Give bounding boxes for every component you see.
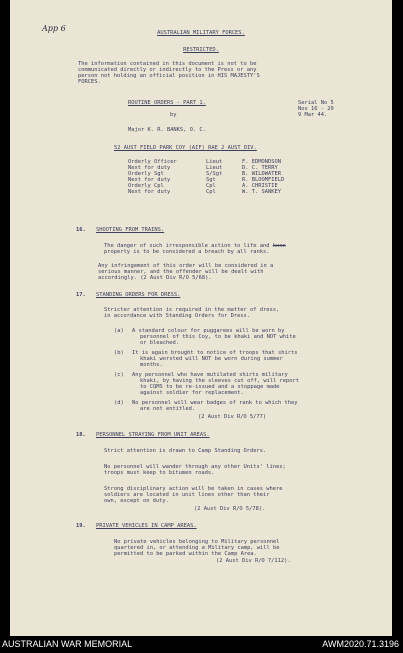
- roster-rank: Sgt: [206, 177, 216, 183]
- section-number: 16.: [76, 227, 86, 233]
- by-label: by: [170, 112, 177, 118]
- roster-name: R. BLOOMFIELD: [242, 177, 285, 183]
- roster-role: Next for duty: [128, 165, 171, 171]
- section-heading: PRIVATE VEHICLES IN CAMP AREAS.: [96, 523, 197, 529]
- roster-role: Orderly Officer: [128, 159, 177, 165]
- unit-name: 52 AUST FIELD PARK COY (AIF) RAE 2 AUST DIV.: [114, 145, 257, 151]
- roster-role: Orderly Sgt: [128, 171, 164, 177]
- item-text: Any personnel who have mutilated shirts military: [132, 372, 288, 378]
- section-text: The danger of such irresponsible action to life and kxxx: [104, 243, 286, 249]
- roster-rank: Cpl: [206, 189, 216, 195]
- notice-line: communicated directly or indirectly to the Press or any: [78, 67, 257, 73]
- reference: (2 Aust Div R/O 5/77): [198, 414, 267, 420]
- roster-rank: Cpl: [206, 183, 216, 189]
- roster-name: W. T. SANKEY: [242, 189, 281, 195]
- restricted-label: RESTRICTED.: [183, 47, 219, 53]
- item-label: (d): [114, 400, 124, 406]
- section-text: quartered in, or attending a Military camp, will be: [114, 545, 280, 551]
- section-heading: SHOOTING FROM TRAINS.: [96, 227, 165, 233]
- serial-number: Serial No 5: [298, 100, 334, 106]
- roster-name: F. EDMONDSON: [242, 159, 281, 165]
- serial-nos: Nos 16 - 20: [298, 106, 334, 112]
- section-number: 18.: [76, 432, 86, 438]
- item-text: khaki, by having the sleeves cut off, will report: [140, 378, 300, 384]
- section-text: Strong disciplinary action will be taken in cases where: [104, 486, 283, 492]
- roster-role: Next for duty: [128, 177, 171, 183]
- notice-line: person not holding an official position in HIS MAJESTY'S: [78, 73, 260, 79]
- item-text: or bleached.: [140, 340, 179, 346]
- section-text: Any infringement of this order will be considered in a: [98, 263, 274, 269]
- item-text: It is again brought to notice of troops that shirts: [132, 350, 298, 356]
- item-text: khaki worsted will NOT be worn during summer: [140, 356, 283, 362]
- section-text: No private vehicles belonging to Military personnel: [114, 539, 280, 545]
- roster-name: A. CHRISTIE: [242, 183, 278, 189]
- document-page: [10, 0, 392, 636]
- section-heading: STANDING ORDERS FOR DRESS.: [96, 292, 181, 298]
- section-text: permitted to be parked within the Camp Area.: [114, 551, 257, 557]
- document-title: AUSTRALIAN MILITARY FORCES.: [157, 30, 245, 36]
- section-text: troops must keep to bitumen roads.: [104, 470, 215, 476]
- handwritten-note: App 6: [42, 24, 66, 33]
- archive-footer: [0, 637, 403, 653]
- item-text: A standard colour for puggarees will be worn by: [132, 328, 285, 334]
- item-text: No personnel will wear badges of rank to which they: [132, 400, 298, 406]
- section-number: 19.: [76, 523, 86, 529]
- serial-date: 9 Mar 44.: [298, 112, 328, 118]
- section-number: 17.: [76, 292, 86, 298]
- roster-rank: Lieut: [206, 165, 223, 171]
- roster-rank: S/Sgt: [206, 171, 223, 177]
- roster-name: D. C. TERRY: [242, 165, 278, 171]
- section-text: in accordance with Standing Orders for Dress.: [104, 313, 251, 319]
- section-text: property is to be considered a breach by all ranks.: [104, 249, 270, 255]
- item-text: against soldier for replacement.: [140, 390, 244, 396]
- roster-name: B. WILDWATER: [242, 171, 281, 177]
- item-text: to CQMS to be re-issued and a stoppage made: [140, 384, 280, 390]
- roster-role: Next for duty: [128, 189, 171, 195]
- orders-title: ROUTINE ORDERS - PART 1.: [128, 100, 206, 106]
- section-text: Stricter attention is required in the matter of dress,: [104, 307, 280, 313]
- item-text: are not entitled.: [140, 406, 196, 412]
- section-text: soldiers are located in unit lines other than their: [104, 492, 270, 498]
- archive-name: AUSTRALIAN WAR MEMORIAL: [2, 639, 133, 649]
- notice-line: FORCES.: [78, 79, 101, 85]
- item-label: (a): [114, 328, 124, 334]
- item-label: (c): [114, 372, 124, 378]
- section-heading: PERSONNEL STRAYING FROM UNIT AREAS.: [96, 432, 210, 438]
- roster-rank: Lieut: [206, 159, 223, 165]
- section-text: No personnel will wander through any other Units' lines;: [104, 464, 286, 470]
- notice-line: The information contained in this document is not to be: [78, 61, 257, 67]
- section-text: accordingly. (2 Aust Div R/O 5/68).: [98, 275, 212, 281]
- section-text: serious manner, and the offender will be dealt with: [98, 269, 264, 275]
- item-text: months.: [140, 362, 163, 368]
- reference: (2 Aust Div R/O 5/78).: [194, 506, 266, 512]
- section-text: Strict attention is drawn to Camp Standing Orders.: [104, 448, 267, 454]
- archive-reference: AWM2020.71.3196: [322, 639, 399, 649]
- commander-name: Major K. R. BANKS, O. C.: [128, 127, 206, 133]
- section-text: own, except on duty.: [104, 498, 169, 504]
- item-label: (b): [114, 350, 124, 356]
- item-text: personnel of this Coy, to be khaki and NOT white: [140, 334, 296, 340]
- roster-role: Orderly Cpl: [128, 183, 164, 189]
- reference: (2 Aust Div R/O 7/112).: [216, 558, 291, 564]
